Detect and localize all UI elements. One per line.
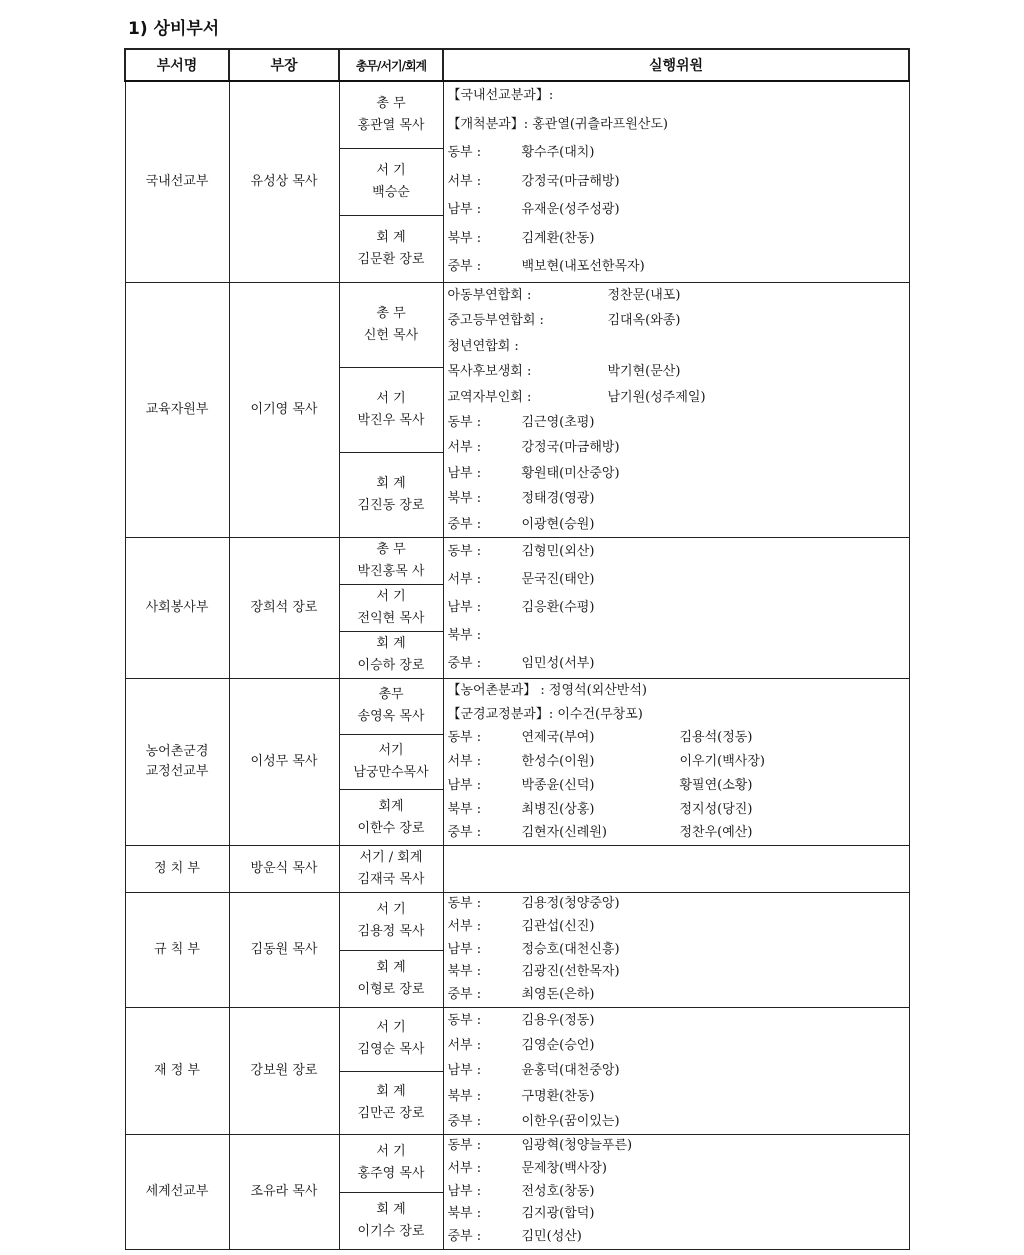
table-body [125, 81, 909, 1250]
officer-role: 서기 [378, 743, 404, 758]
member-value: 이광현(승원) [521, 516, 595, 532]
member-label: 북부 : [447, 230, 482, 246]
member-value: 황원태(미산중앙) [521, 465, 620, 481]
member-line [448, 650, 909, 678]
member-value: 문국진(태안) [521, 572, 595, 587]
officer-name: 이기수 장로 [357, 1223, 425, 1239]
member-line [448, 939, 909, 962]
member-label: 동부 : [447, 145, 482, 161]
member-value: 한성수(이원) [521, 754, 595, 770]
officer-name: 이형로 장로 [357, 981, 425, 997]
member-line [448, 359, 909, 384]
dept-head: 강보원 장로 [229, 1008, 339, 1135]
table-header-row [125, 49, 909, 81]
officer-name: 신헌 목사 [363, 328, 419, 343]
member-label: 동부 : [447, 414, 482, 430]
header-members: 실행위원 [443, 49, 909, 81]
officers-cell [339, 538, 443, 679]
member-value: 남기원(성주제일) [607, 389, 706, 405]
members-cell [443, 1135, 909, 1250]
officer-role: 서 기 [376, 589, 406, 604]
member-value: 임광혁(청양늘푸른) [521, 1138, 633, 1153]
officer-role: 회 계 [376, 230, 406, 245]
member-label: 남부 : [447, 941, 482, 957]
member-value: 박종윤(신덕) [521, 777, 595, 793]
member-line [448, 168, 909, 197]
member-label: 동부 : [447, 544, 482, 559]
members-cell [443, 893, 909, 1008]
member-value: 김현자(신례원) [521, 825, 607, 841]
member-label: 동부 : [447, 730, 482, 746]
member-line [448, 196, 909, 225]
member-value: 최병진(상홍) [521, 801, 595, 817]
member-label: 북부 : [447, 964, 482, 980]
member-value: 김민(성산) [521, 1229, 582, 1245]
member-value: 연제국(부여) [521, 730, 595, 746]
member-line [448, 410, 909, 435]
member-line [448, 1158, 909, 1181]
officer-role: 총 무 [376, 542, 406, 557]
officer-role: 서 기 [376, 902, 406, 918]
member-value: 박기현(문산) [607, 364, 681, 380]
member-line [448, 916, 909, 939]
member-label: 서부 : [447, 1038, 482, 1054]
member-label: 【농어촌분과】 : 정영석(외산반석) [447, 683, 647, 698]
officers-list [340, 679, 443, 845]
officer-name: 김진동 장로 [357, 498, 425, 513]
member-label: 서부 : [447, 1160, 482, 1176]
officer-entry [340, 283, 443, 368]
officer-entry [340, 82, 443, 149]
member-label: 【군경교정분과】: 이수건(무창포) [447, 706, 643, 722]
member-line [448, 984, 909, 1007]
member-value: 구명환(찬동) [521, 1088, 595, 1104]
member-line [448, 1181, 909, 1204]
officer-entry [340, 585, 443, 632]
member-label: 서부 : [447, 754, 482, 770]
officer-entry [340, 679, 443, 735]
member-label: 서부 : [447, 572, 482, 587]
member-line [448, 82, 909, 111]
member-label: 【국내선교분과】: [447, 88, 554, 103]
officers-list [340, 1008, 443, 1134]
member-label: 목사후보생회 : [447, 364, 532, 380]
officer-role: 회 계 [376, 959, 406, 975]
officer-role: 총 무 [376, 306, 406, 321]
member-line [448, 1109, 909, 1134]
dept-head: 방운식 목사 [229, 846, 339, 893]
officer-entry [340, 1135, 443, 1193]
officer-name: 김재국 목사 [357, 872, 425, 887]
officer-role: 총무 [378, 687, 404, 703]
member-value: 정찬문(내포) [607, 288, 681, 303]
dept-name: 사회봉사부 [125, 538, 229, 679]
officer-role: 회 계 [376, 476, 406, 491]
officer-name: 박진우 목사 [357, 413, 425, 428]
member-value: 김응환(수평) [521, 600, 595, 615]
officer-entry [340, 632, 443, 678]
member-label: 북부 : [447, 491, 482, 507]
member-line [448, 622, 909, 650]
member-value: 유재운(성주성광) [521, 202, 620, 218]
header-head: 부장 [229, 49, 339, 81]
dept-head: 김동원 목사 [229, 893, 339, 1008]
member-line [448, 308, 909, 333]
member-label: 중부 : [447, 656, 482, 671]
member-line [448, 253, 909, 282]
officer-entry [340, 1008, 443, 1072]
member-label: 동부 : [447, 1138, 482, 1153]
members-cell [443, 1008, 909, 1135]
officers-cell [339, 1135, 443, 1250]
member-value-2: 정찬우(예산) [679, 825, 753, 841]
member-line [448, 1226, 909, 1249]
member-line [448, 1058, 909, 1083]
member-line [448, 1135, 909, 1158]
table-row [125, 283, 909, 538]
member-label: 남부 : [447, 465, 482, 481]
dept-head: 유성상 목사 [229, 81, 339, 283]
member-label: 북부 : [447, 801, 482, 817]
member-label: 서부 : [447, 173, 482, 189]
member-label: 서부 : [447, 440, 482, 456]
table-row [125, 846, 909, 893]
officer-entry [340, 149, 443, 216]
member-value: 최영돈(은하) [521, 987, 595, 1003]
members-cell [443, 283, 909, 538]
officer-name: 김용정 목사 [357, 924, 425, 940]
dept-name: 국내선교부 [125, 81, 229, 283]
member-line [448, 750, 909, 774]
member-line [448, 225, 909, 254]
officer-role: 회 계 [376, 1201, 406, 1217]
member-value: 김용정(청양중앙) [521, 896, 620, 911]
officer-role: 서 기 [376, 163, 406, 178]
member-line [448, 821, 909, 845]
member-line [448, 1084, 909, 1109]
member-line [448, 461, 909, 486]
member-value-2: 황필연(소황) [679, 777, 753, 793]
member-value: 정태경(영광) [521, 491, 595, 507]
member-value: 황수주(대치) [521, 145, 595, 161]
member-label: 남부 : [447, 202, 482, 218]
officer-role: 서기 / 회계 [359, 850, 423, 865]
officer-role: 회 계 [376, 636, 406, 651]
member-label: 중부 : [447, 516, 482, 532]
officer-entry [340, 1072, 443, 1135]
members-cell [443, 81, 909, 283]
officer-entry [340, 538, 443, 585]
officer-name: 이승하 장로 [357, 658, 425, 673]
officer-role: 서 기 [376, 391, 406, 406]
member-line [448, 893, 909, 916]
member-line [448, 538, 909, 566]
member-line [448, 774, 909, 798]
officer-role: 총 무 [376, 96, 406, 111]
officer-entry [340, 951, 443, 1008]
member-value: 이한우(꿈이있는) [521, 1113, 620, 1129]
officers-cell [339, 81, 443, 283]
member-line [448, 334, 909, 359]
officers-cell [339, 679, 443, 846]
member-label: 교역자부인회 : [447, 389, 532, 405]
officers-cell [339, 846, 443, 893]
officers-cell [339, 1008, 443, 1135]
member-value: 강정국(마금해방) [521, 440, 620, 456]
member-label: 중부 : [447, 1113, 482, 1129]
table-row [125, 538, 909, 679]
member-label: 동부 : [447, 1013, 482, 1028]
member-label: 북부 : [447, 628, 482, 643]
member-line [448, 798, 909, 822]
officer-entry [340, 893, 443, 951]
member-line [448, 594, 909, 622]
member-line [448, 726, 909, 750]
member-line [448, 566, 909, 594]
header-dept-name: 부서명 [125, 49, 229, 81]
member-line [448, 1203, 909, 1226]
member-value: 전성호(창동) [521, 1183, 595, 1199]
officers-list [340, 846, 443, 892]
officers-cell [339, 283, 443, 538]
officer-role: 서 기 [376, 1020, 406, 1036]
member-value: 김용우(정동) [521, 1013, 595, 1028]
member-value-2: 이우기(백사장) [679, 754, 765, 770]
section-title: 1) 상비부서 [128, 19, 220, 39]
dept-name: 세계선교부 [125, 1135, 229, 1250]
member-label: 동부 : [447, 896, 482, 911]
officer-role: 회계 [378, 798, 404, 814]
member-line [448, 961, 909, 984]
member-label: 남부 : [447, 1063, 482, 1079]
officer-name: 전익현 목사 [357, 611, 425, 626]
officer-name: 김문환 장로 [357, 252, 425, 267]
dept-name: 교육자원부 [125, 283, 229, 538]
officer-name: 백승순 [372, 185, 410, 200]
member-label: 청년연합회 : [447, 338, 519, 354]
officer-role: 회 계 [376, 1083, 406, 1099]
officer-name: 송영옥 목사 [357, 709, 425, 725]
member-value: 윤홍덕(대천중앙) [521, 1063, 620, 1079]
member-value: 강정국(마금해방) [521, 173, 620, 189]
table-row [125, 893, 909, 1008]
dept-name-line: 교정선교부 [145, 764, 209, 779]
table-row [125, 1135, 909, 1250]
dept-name-line: 농어촌군경 [145, 744, 209, 759]
table-row [125, 81, 909, 283]
officers-list [340, 538, 443, 678]
officers-list [340, 283, 443, 537]
member-label: 북부 : [447, 1206, 482, 1222]
officers-list [340, 893, 443, 1007]
officer-name: 홍주영 목사 [357, 1166, 425, 1182]
member-value: 김광진(선한목자) [521, 964, 620, 980]
dept-head: 이기영 목사 [229, 283, 339, 538]
member-line [448, 139, 909, 168]
member-label: 중부 : [447, 259, 482, 275]
member-label: 북부 : [447, 1088, 482, 1104]
member-label: 중부 : [447, 987, 482, 1003]
member-line [448, 679, 909, 703]
member-line [448, 512, 909, 537]
officers-list [340, 82, 443, 282]
dept-head: 이성무 목사 [229, 679, 339, 846]
member-value: 백보현(내포선한목자) [521, 259, 645, 275]
officer-name: 남궁만수목사 [353, 765, 429, 780]
header-officers: 총무/서기/회계 [339, 49, 443, 81]
dept-name: 규 칙 부 [125, 893, 229, 1008]
officers-cell [339, 893, 443, 1008]
member-label: 남부 : [447, 777, 482, 793]
dept-name [125, 679, 229, 846]
table-row [125, 1008, 909, 1135]
member-value-2: 정지성(당진) [679, 801, 753, 817]
member-line [448, 703, 909, 727]
member-value: 김형민(외산) [521, 544, 595, 559]
officer-entry [340, 846, 443, 892]
member-value-2: 김용석(정동) [679, 730, 753, 746]
member-label: 중고등부연합회 : [447, 313, 544, 329]
member-value: 김근영(초평) [521, 414, 595, 430]
member-label: 서부 : [447, 918, 482, 934]
member-value: 김관섭(신진) [521, 918, 595, 934]
officer-name: 박진홍목 사 [357, 564, 425, 579]
member-value: 김계환(찬동) [521, 230, 595, 246]
officer-entry [340, 216, 443, 282]
officers-list [340, 1135, 443, 1249]
officer-entry [340, 735, 443, 791]
officer-entry [340, 790, 443, 845]
member-value: 문제창(백사장) [521, 1160, 607, 1176]
dept-name: 재 정 부 [125, 1008, 229, 1135]
member-line [448, 486, 909, 511]
members-cell [443, 846, 909, 893]
member-value: 김대옥(와종) [607, 313, 681, 329]
member-line [448, 385, 909, 410]
member-value: 정승호(대천신흥) [521, 941, 620, 957]
officer-role: 서 기 [376, 1144, 406, 1160]
dept-name: 정 치 부 [125, 846, 229, 893]
member-value: 임민성(서부) [521, 656, 595, 671]
member-label: 중부 : [447, 825, 482, 841]
officer-name: 김영순 목사 [357, 1042, 425, 1058]
officer-name: 이한수 장로 [357, 820, 425, 836]
member-label: 아동부연합회 : [447, 288, 532, 303]
dept-head: 장희석 장로 [229, 538, 339, 679]
member-line [448, 1008, 909, 1033]
member-line [448, 1033, 909, 1058]
officer-name: 김만곤 장로 [357, 1105, 425, 1121]
dept-head: 조유라 목사 [229, 1135, 339, 1250]
member-label: 중부 : [447, 1229, 482, 1245]
members-cell [443, 679, 909, 846]
member-line [448, 435, 909, 460]
member-value: 김지광(합덕) [521, 1206, 595, 1222]
officer-entry [340, 453, 443, 537]
member-label: 남부 : [447, 1183, 482, 1199]
officer-entry [340, 368, 443, 453]
members-cell [443, 538, 909, 679]
member-label: 【개척분과】: 홍관열(귀츨라프원산도) [447, 116, 668, 132]
table-row [125, 679, 909, 846]
member-line [448, 283, 909, 308]
committee-table [124, 48, 910, 1250]
member-label: 남부 : [447, 600, 482, 615]
member-line [448, 111, 909, 140]
officer-name: 홍관열 목사 [357, 118, 425, 133]
member-value: 김영순(승언) [521, 1038, 595, 1054]
officer-entry [340, 1193, 443, 1250]
